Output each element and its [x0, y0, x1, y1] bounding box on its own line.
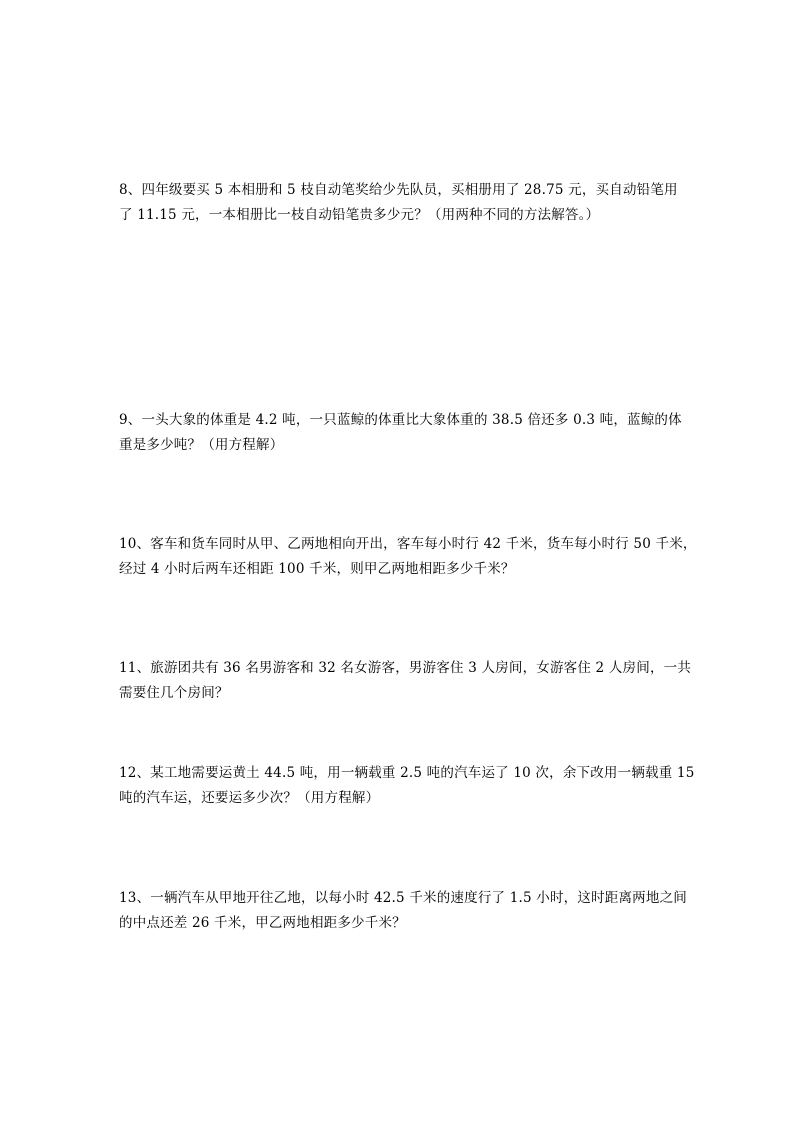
problem-13-line-2: 的中点还差 26 千米，甲乙两地相距多少千米？	[119, 915, 406, 931]
problem-10-line-2: 经过 4 小时后两车还相距 100 千米，则甲乙两地相距多少千米？	[119, 561, 515, 577]
problem-8-line-1: 8、四年级要买 5 本相册和 5 枝自动笔奖给少先队员，买相册用了 28.75 元，买自动铅笔用	[119, 182, 678, 198]
problem-8-line-2: 了 11.15 元，一本相册比一枝自动铅笔贵多少元？（用两种不同的方法解答。）	[119, 207, 600, 223]
problem-13	[119, 886, 687, 936]
problem-13-line-1: 13、一辆汽车从甲地开往乙地，以每小时 42.5 千米的速度行了 1.5 小时，这时距离两地之间	[119, 890, 687, 906]
problem-10	[119, 532, 697, 582]
problem-9-line-1: 9、一头大象的体重是 4.2 吨，一只蓝鲸的体重比大象体重的 38.5 倍还多 0.3 吨，蓝鲸的体	[119, 412, 682, 428]
problem-11-line-2: 需要住几个房间？	[119, 685, 229, 701]
problem-12-line-1: 12、某工地需要运黄土 44.5 吨，用一辆载重 2.5 吨的汽车运了 10 次，余下改用一辆载重 15	[119, 765, 695, 781]
problem-10-line-1: 10、客车和货车同时从甲、乙两地相向开出，客车每小时行 42 千米，货车每小时行 50 千米，	[119, 536, 697, 552]
problem-8	[119, 178, 679, 228]
problem-9	[119, 408, 682, 458]
problem-11-line-1: 11、旅游团共有 36 名男游客和 32 名女游客，男游客住 3 人房间，女游客住 2 人房间，一共	[119, 660, 692, 676]
problem-12	[119, 761, 695, 811]
problem-12-line-2: 吨的汽车运，还要运多少次？（用方程解）	[119, 790, 380, 806]
problem-11	[119, 656, 692, 706]
problem-9-line-2: 重是多少吨？（用方程解）	[119, 437, 284, 453]
